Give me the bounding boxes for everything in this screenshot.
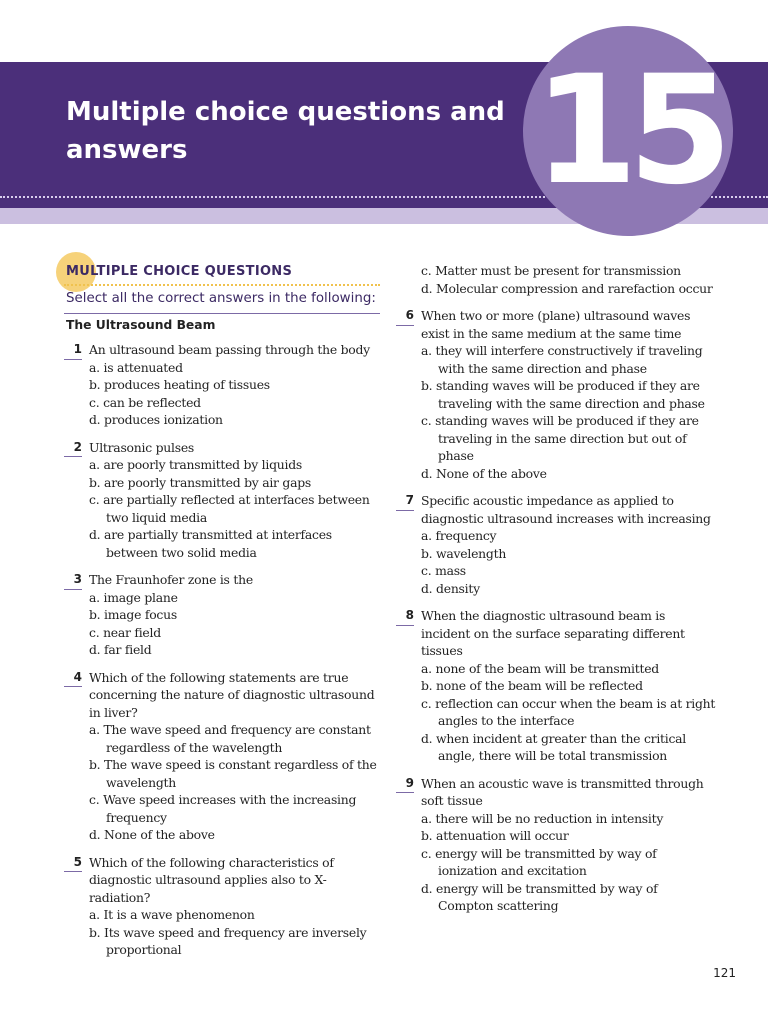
question-number: 3	[64, 571, 82, 590]
heading-dotted-rule	[64, 284, 380, 286]
answer-option: c. Wave speed increases with the increasing frequency	[89, 792, 357, 825]
question-stem: Specific acoustic impedance as applied to diagnostic ultrasound increases with increasing	[421, 493, 711, 526]
answer-option: c. standing waves will be produced if they are traveling in the same direction but out of phase	[421, 413, 699, 463]
question-2	[64, 439, 382, 562]
left-column	[64, 341, 382, 969]
answer-option: a. none of the beam will be transmitted	[421, 660, 659, 676]
question-stem: Which of the following statements are true concerning the nature of diagnostic ultrasound in liver?	[89, 669, 375, 720]
answer-option: b. are poorly transmitted by air gaps	[89, 474, 312, 490]
question-4	[64, 669, 382, 844]
answer-option: d. None of the above	[89, 827, 215, 842]
answer-option: d. far field	[89, 642, 152, 657]
answer-option: b. none of the beam will be reflected	[421, 678, 643, 693]
question-8	[396, 607, 716, 765]
answer-option: c. mass	[421, 563, 466, 578]
answer-option: a. there will be no reduction in intensity	[421, 810, 664, 826]
answer-option: b. produces heating of tissues	[89, 377, 270, 392]
question-stem: Which of the following characteristics of diagnostic ultrasound applies also to X-radiation?	[89, 854, 334, 905]
page-number: 121	[713, 966, 736, 980]
answer-option: a. image plane	[89, 589, 178, 605]
answer-option: d. Molecular compression and rarefaction occur	[421, 280, 713, 296]
question-5	[64, 854, 382, 959]
answer-option: d. None of the above	[421, 465, 547, 481]
instruction-text: Select all the correct answers in the following:	[66, 291, 376, 306]
answer-option: c. are partially reflected at interfaces between two liquid media	[89, 492, 370, 525]
question-3	[64, 571, 382, 659]
answer-option: c. Matter must be present for transmission	[421, 263, 681, 278]
question-6	[396, 307, 716, 482]
answer-option: b. image focus	[89, 607, 177, 622]
answer-option: a. frequency	[421, 528, 497, 543]
question-number: 5	[64, 854, 82, 873]
answer-option: c. reflection can occur when the beam is at right angles to the interface	[421, 695, 716, 728]
answer-option: d. when incident at greater than the critical angle, there will be total transmission	[421, 730, 687, 763]
answer-option: b. wavelength	[421, 545, 507, 561]
answer-option: b. Its wave speed and frequency are inversely proportional	[89, 924, 367, 957]
question-7	[396, 492, 716, 597]
answer-option: b. standing waves will be produced if they are traveling with the same direction and phase	[421, 378, 705, 411]
question-stem: Ultrasonic pulses	[89, 439, 195, 455]
question-9	[396, 775, 716, 915]
answer-option: a. they will interfere constructively if traveling with the same direction and phase	[421, 343, 703, 376]
question-number: 9	[396, 775, 414, 794]
answer-option: d. are partially transmitted at interfaces between two solid media	[89, 527, 332, 560]
question-number: 6	[396, 307, 414, 326]
question-number: 7	[396, 492, 414, 511]
question-stem: When two or more (plane) ultrasound waves exist in the same medium at the same time	[421, 308, 691, 341]
question-number: 8	[396, 607, 414, 626]
question-stem: An ultrasound beam passing through the body	[89, 342, 370, 357]
answer-option: a. It is a wave phenomenon	[89, 907, 255, 922]
answer-option: d. density	[421, 580, 480, 596]
question-number: 4	[64, 669, 82, 688]
answer-option: c. can be reflected	[89, 394, 201, 410]
answer-option: d. produces ionization	[89, 412, 223, 427]
question-stem: When an acoustic wave is transmitted through soft tissue	[421, 775, 704, 808]
answer-option: c. near field	[89, 624, 161, 640]
answer-option: b. The wave speed is constant regardless of the wavelength	[89, 757, 377, 790]
instruction-rule	[64, 313, 380, 314]
chapter-title: Multiple choice questions and answers	[66, 97, 505, 165]
question-1	[64, 341, 382, 429]
question-number: 1	[64, 341, 82, 360]
answer-option: d. energy will be transmitted by way of Compton scattering	[421, 880, 658, 913]
answer-option: a. The wave speed and frequency are constant regardless of the wavelength	[89, 722, 371, 755]
right-column	[396, 262, 716, 925]
chapter-number: 15	[533, 44, 723, 218]
section-heading: MULTIPLE CHOICE QUESTIONS	[66, 264, 293, 279]
question-number: 2	[64, 439, 82, 458]
question-5-continued	[396, 262, 716, 297]
answer-option: a. is attenuated	[89, 359, 183, 375]
subsection-heading: The Ultrasound Beam	[66, 318, 216, 332]
question-stem: The Fraunhofer zone is the	[89, 572, 253, 587]
question-stem: When the diagnostic ultrasound beam is incident on the surface separating different tissues	[421, 608, 685, 658]
answer-option: b. attenuation will occur	[421, 828, 569, 843]
answer-option: a. are poorly transmitted by liquids	[89, 457, 302, 472]
answer-option: c. energy will be transmitted by way of ionization and excitation	[421, 845, 657, 878]
